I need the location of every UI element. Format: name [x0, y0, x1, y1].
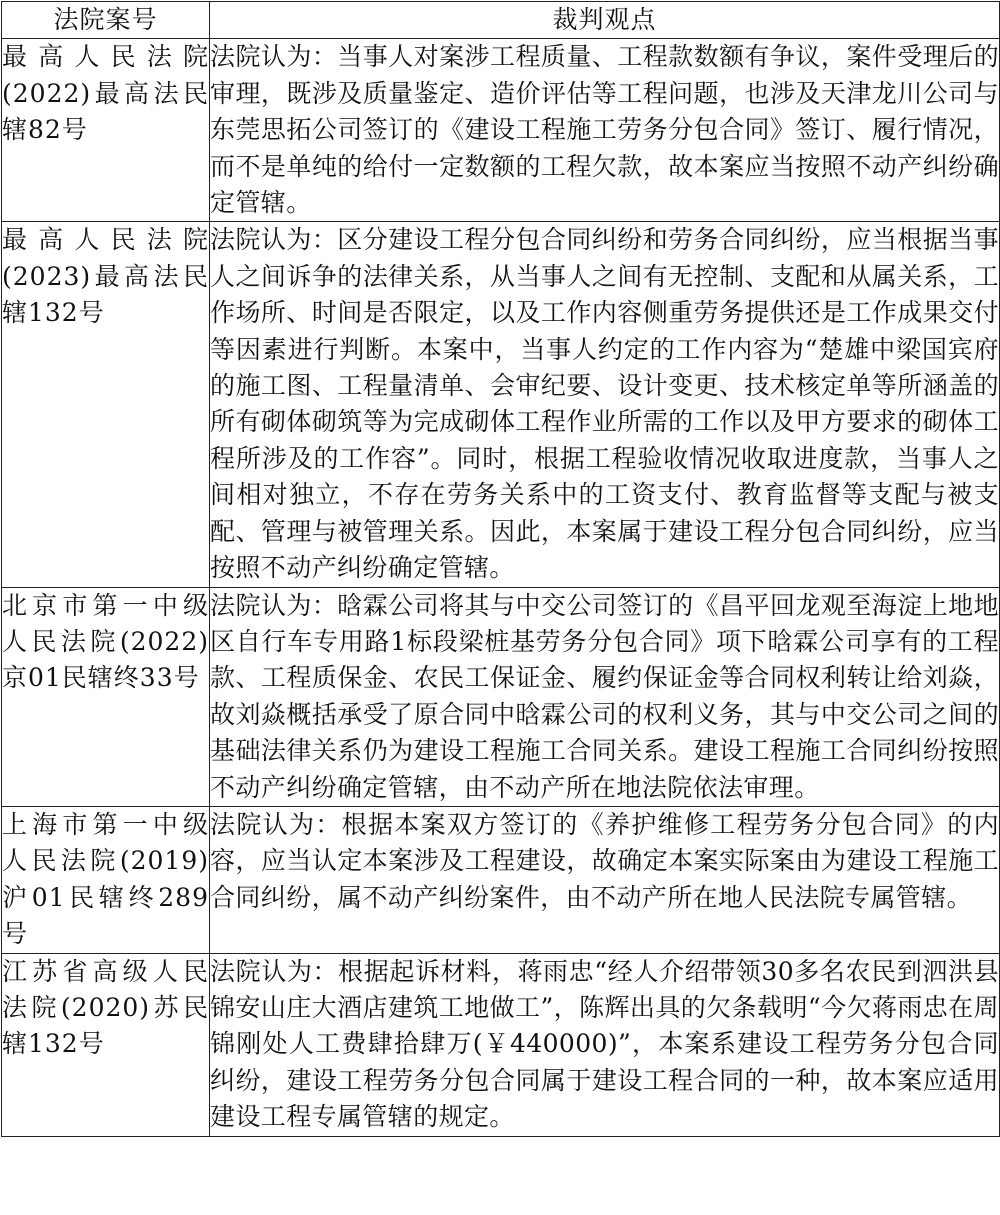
case-number-cell: 北京市第一中级人民法院(2022)京01民辖终33号 — [2, 587, 210, 806]
case-table — [1, 1, 1000, 1137]
case-number-cell: 最高人民法院(2023)最高法民辖132号 — [2, 222, 210, 587]
opinion-cell: 法院认为：区分建设工程分包合同纠纷和劳务合同纠纷，应当根据当事人之间诉争的法律关系，从当事人之间有无控制、支配和从属关系，工作场所、时间是否限定，以及工作内容侧重劳务提供还是工作成果交付等因素进行判断。本案中，当事人约定的工作内容为“楚雄中梁国宾府的施工图、工程量清单、会审纪要、设计变更、技术核定单等所涵盖的所有砌体砌筑等为完成砌体工程作业所需的工作以及甲方要求的砌体工程所涉及的工作容”。同时，根据工程验收情况收取进度款，当事人之间相对独立，不存在劳务关系中的工资支付、教育监督等支配与被支配、管理与被管理关系。因此，本案属于建设工程分包合同纠纷，应当按照不动产纠纷确定管辖。 — [210, 222, 1000, 587]
case-number-cell: 最高人民法院(2022)最高法民辖82号 — [2, 39, 210, 222]
table-row — [2, 39, 1000, 222]
opinion-cell: 法院认为：根据起诉材料，蒋雨忠“经人介绍带领30多名农民到泗洪县锦安山庄大酒店建筑工地做工”，陈辉出具的欠条载明“今欠蒋雨忠在周锦刚处人工费肆拾肆万(￥440000)”，本案系建设工程劳务分包合同纠纷，建设工程劳务分包合同属于建设工程合同的一种，故本案应适用建设工程专属管辖的规定。 — [210, 953, 1000, 1136]
table-row — [2, 222, 1000, 587]
table-row — [2, 587, 1000, 806]
opinion-cell: 法院认为：晗霖公司将其与中交公司签订的《昌平回龙观至海淀上地地区自行车专用路1标段梁桩基劳务分包合同》项下晗霖公司享有的工程款、工程质保金、农民工保证金、履约保证金等合同权利转让给刘焱，故刘焱概括承受了原合同中晗霖公司的权利义务，其与中交公司之间的基础法律关系仍为建设工程施工合同关系。建设工程施工合同纠纷按照不动产纠纷确定管辖，由不动产所在地法院依法审理。 — [210, 587, 1000, 806]
table-row — [2, 953, 1000, 1136]
case-number-cell: 江苏省高级人民法院(2020)苏民辖132号 — [2, 953, 210, 1136]
case-number-cell: 上海市第一中级人民法院(2019)沪01民辖终289号 — [2, 806, 210, 953]
header-opinion: 裁判观点 — [210, 2, 1000, 39]
header-row — [2, 2, 1000, 39]
opinion-cell: 法院认为：当事人对案涉工程质量、工程款数额有争议，案件受理后的审理，既涉及质量鉴定、造价评估等工程问题，也涉及天津龙川公司与东莞思拓公司签订的《建设工程施工劳务分包合同》签订、履行情况，而不是单纯的给付一定数额的工程欠款，故本案应当按照不动产纠纷确定管辖。 — [210, 39, 1000, 222]
table-row — [2, 806, 1000, 953]
header-case-number: 法院案号 — [2, 2, 210, 39]
opinion-cell: 法院认为：根据本案双方签订的《养护维修工程劳务分包合同》的内容，应当认定本案涉及工程建设，故确定本案实际案由为建设工程施工合同纠纷，属不动产纠纷案件，由不动产所在地人民法院专属管辖。 — [210, 806, 1000, 953]
